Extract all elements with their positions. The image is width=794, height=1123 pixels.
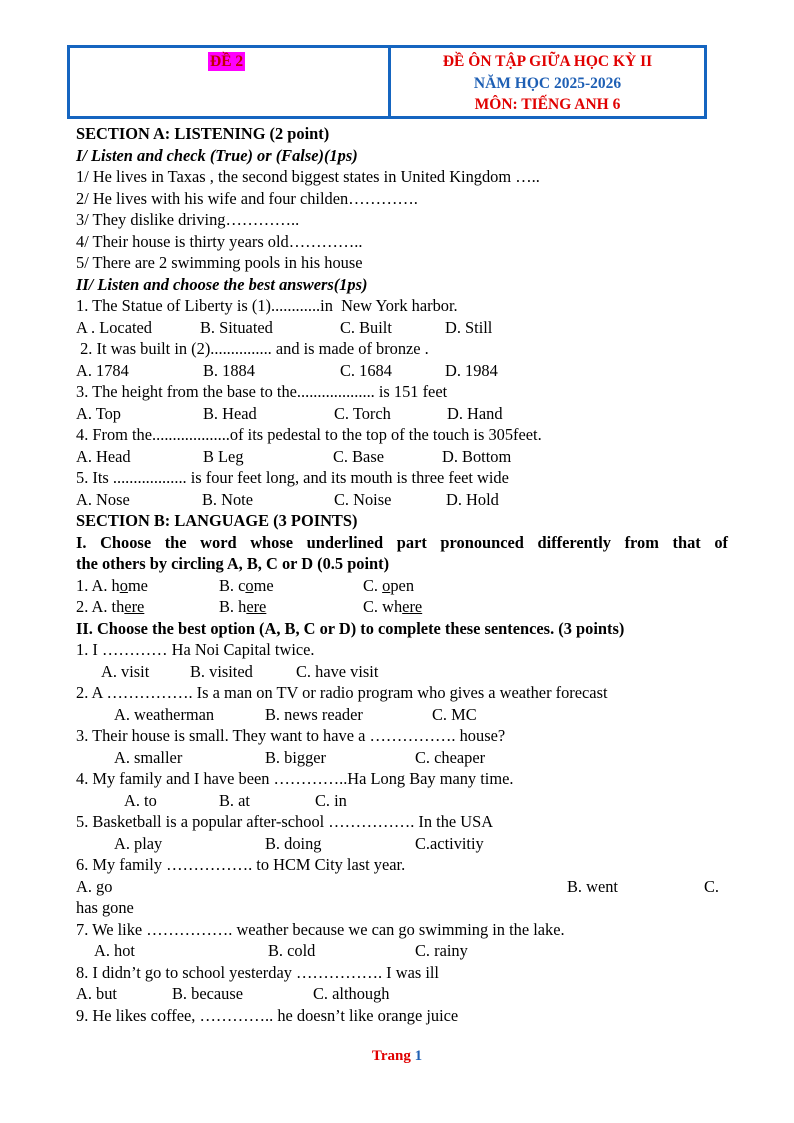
exam-content bbox=[76, 123, 728, 1026]
option-b[interactable]: B. because bbox=[172, 984, 243, 1003]
option-c[interactable]: C. although bbox=[313, 984, 390, 1003]
option-row bbox=[76, 833, 728, 855]
option-c[interactable]: C. rainy bbox=[415, 941, 468, 960]
grammar-question: 2. A ……………. Is a man on TV or radio program who gives a weather forecast bbox=[76, 683, 608, 702]
option-row bbox=[76, 446, 728, 468]
option-b[interactable]: B. here bbox=[219, 597, 267, 616]
option-row bbox=[76, 790, 728, 812]
option-c-continued[interactable]: has gone bbox=[76, 898, 134, 917]
option-d[interactable]: D. Hand bbox=[447, 403, 503, 423]
section-b-part1-title: I. Choose the word whose underlined part pronounced differently from that of bbox=[76, 532, 728, 552]
option-a[interactable]: A. go bbox=[76, 876, 113, 896]
option-b[interactable]: B. went bbox=[567, 876, 618, 896]
option-b[interactable]: B. bigger bbox=[265, 747, 327, 767]
grammar-question: 1. I ………… Ha Noi Capital twice. bbox=[76, 640, 315, 659]
grammar-question: 4. My family and I have been …………..Ha Long Bay many time. bbox=[76, 769, 514, 788]
option-row bbox=[76, 360, 728, 382]
option-b[interactable]: B. Note bbox=[202, 489, 253, 509]
option-c[interactable]: C. cheaper bbox=[415, 747, 486, 767]
option-a[interactable]: A. Head bbox=[76, 446, 131, 466]
option-c[interactable]: C. in bbox=[315, 790, 347, 810]
option-c[interactable]: C. bbox=[704, 876, 720, 896]
option-d[interactable]: D. Bottom bbox=[442, 446, 512, 466]
option-b[interactable]: B. at bbox=[219, 790, 250, 810]
option-row bbox=[76, 940, 728, 962]
option-row bbox=[76, 403, 728, 425]
option-c[interactable]: C. Built bbox=[340, 317, 392, 337]
page-number: 1 bbox=[414, 1048, 423, 1064]
option-a[interactable]: A . Located bbox=[76, 317, 153, 337]
option-a[interactable]: A. smaller bbox=[114, 747, 183, 767]
question-number: 2. bbox=[76, 597, 92, 616]
option-b[interactable]: B. doing bbox=[265, 833, 322, 853]
option-c[interactable]: C. Noise bbox=[334, 489, 392, 509]
option-c[interactable]: C. where bbox=[363, 597, 423, 616]
option-b[interactable]: B. come bbox=[219, 575, 274, 595]
option-b[interactable]: B. 1884 bbox=[203, 360, 255, 380]
listening-question: 4. From the...................of its pedestal to the top of the touch is 305feet. bbox=[76, 425, 542, 444]
grammar-question: 3. Their house is small. They want to have a ……………. house? bbox=[76, 726, 506, 745]
tf-item: 2/ He lives with his wife and four childen…………. bbox=[76, 188, 418, 208]
tf-item: 1/ He lives in Taxas , the second biggest states in United Kingdom ….. bbox=[76, 167, 540, 186]
option-row bbox=[76, 704, 728, 726]
option-row bbox=[76, 489, 728, 511]
grammar-question: 5. Basketball is a popular after-school ……………. In the USA bbox=[76, 812, 494, 831]
grammar-question: 6. My family ……………. to HCM City last year. bbox=[76, 855, 406, 874]
option-a[interactable]: A. visit bbox=[101, 661, 150, 681]
page-footer bbox=[0, 1048, 794, 1065]
header-left-cell bbox=[70, 48, 391, 116]
option-c[interactable]: C. Base bbox=[333, 446, 384, 466]
option-row bbox=[76, 317, 728, 339]
option-a[interactable]: A. Nose bbox=[76, 489, 130, 509]
option-a[interactable]: A. to bbox=[124, 790, 157, 810]
option-c[interactable]: C. MC bbox=[432, 704, 477, 724]
option-c[interactable]: C. 1684 bbox=[340, 360, 392, 380]
option-a[interactable]: A. hot bbox=[94, 941, 135, 960]
option-row bbox=[76, 876, 728, 898]
pronunciation-question bbox=[76, 596, 728, 618]
section-a-part2-title: II/ Listen and choose the best answers(1ps) bbox=[76, 274, 368, 294]
header-right-cell bbox=[391, 48, 704, 116]
option-a[interactable]: A. weatherman bbox=[114, 704, 215, 724]
option-row bbox=[76, 661, 728, 683]
section-b-part1-title-cont: the others by circling A, B, C or D (0.5 point) bbox=[76, 554, 390, 573]
exam-title: ĐỀ ÔN TẬP GIỮA HỌC KỲ II bbox=[442, 53, 653, 70]
section-b-part2-title: II. Choose the best option (A, B, C or D) to complete these sentences. (3 points) bbox=[76, 618, 625, 638]
option-d[interactable]: D. Hold bbox=[446, 489, 499, 509]
tf-item: 4/ Their house is thirty years old………….. bbox=[76, 231, 363, 251]
option-b[interactable]: B. cold bbox=[268, 941, 316, 960]
grammar-question: 7. We like ……………. weather because we can go swimming in the lake. bbox=[76, 919, 565, 939]
option-c[interactable]: C.activitiy bbox=[415, 833, 484, 853]
option-a[interactable]: A. 1784 bbox=[76, 360, 129, 380]
grammar-question: 8. I didn’t go to school yesterday ……………. I was ill bbox=[76, 962, 439, 982]
pronunciation-question bbox=[76, 575, 728, 597]
option-c[interactable]: C. Torch bbox=[334, 403, 391, 423]
school-year: NĂM HỌC 2025-2026 bbox=[473, 74, 622, 92]
section-a-title: SECTION A: LISTENING (2 point) bbox=[76, 124, 330, 143]
option-row bbox=[76, 983, 728, 1005]
grammar-question: 9. He likes coffee, ………….. he doesn’t like orange juice bbox=[76, 1005, 459, 1025]
option-b[interactable]: B Leg bbox=[203, 446, 244, 466]
option-b[interactable]: B. Situated bbox=[200, 317, 273, 337]
listening-question: 3. The height from the base to the................... is 151 feet bbox=[76, 382, 448, 401]
section-a-part1-title: I/ Listen and check (True) or (False)(1ps) bbox=[76, 145, 358, 165]
option-b[interactable]: B. news reader bbox=[265, 704, 363, 724]
option-a[interactable]: A. there bbox=[91, 597, 145, 616]
option-a[interactable]: A. but bbox=[76, 984, 117, 1003]
option-a[interactable]: A. home bbox=[91, 575, 148, 595]
option-row bbox=[76, 747, 728, 769]
option-d[interactable]: D. Still bbox=[445, 317, 493, 337]
option-d[interactable]: D. 1984 bbox=[445, 360, 498, 380]
subject: MÔN: TIẾNG ANH 6 bbox=[474, 96, 621, 113]
option-c[interactable]: C. open bbox=[363, 575, 415, 595]
exam-header bbox=[67, 45, 707, 119]
section-b-title: SECTION B: LANGUAGE (3 POINTS) bbox=[76, 511, 358, 530]
question-number: 1. bbox=[76, 575, 92, 595]
page-label: Trang bbox=[371, 1048, 411, 1064]
option-b[interactable]: B. Head bbox=[203, 403, 257, 423]
listening-question: 5. Its .................. is four feet long, and its mouth is three feet wide bbox=[76, 468, 509, 487]
listening-question: 2. It was built in (2)............... and is made of bronze . bbox=[76, 339, 429, 358]
option-a[interactable]: A. play bbox=[114, 833, 163, 853]
option-c[interactable]: C. have visit bbox=[296, 661, 379, 681]
option-b[interactable]: B. visited bbox=[190, 661, 253, 681]
tf-item: 3/ They dislike driving………….. bbox=[76, 210, 300, 229]
option-a[interactable]: A. Top bbox=[76, 403, 121, 423]
listening-question: 1. The Statue of Liberty is (1)............in New York harbor. bbox=[76, 296, 458, 315]
tf-item: 5/ There are 2 swimming pools in his house bbox=[76, 253, 363, 272]
exam-code-label: ĐỀ 2 bbox=[210, 53, 244, 70]
